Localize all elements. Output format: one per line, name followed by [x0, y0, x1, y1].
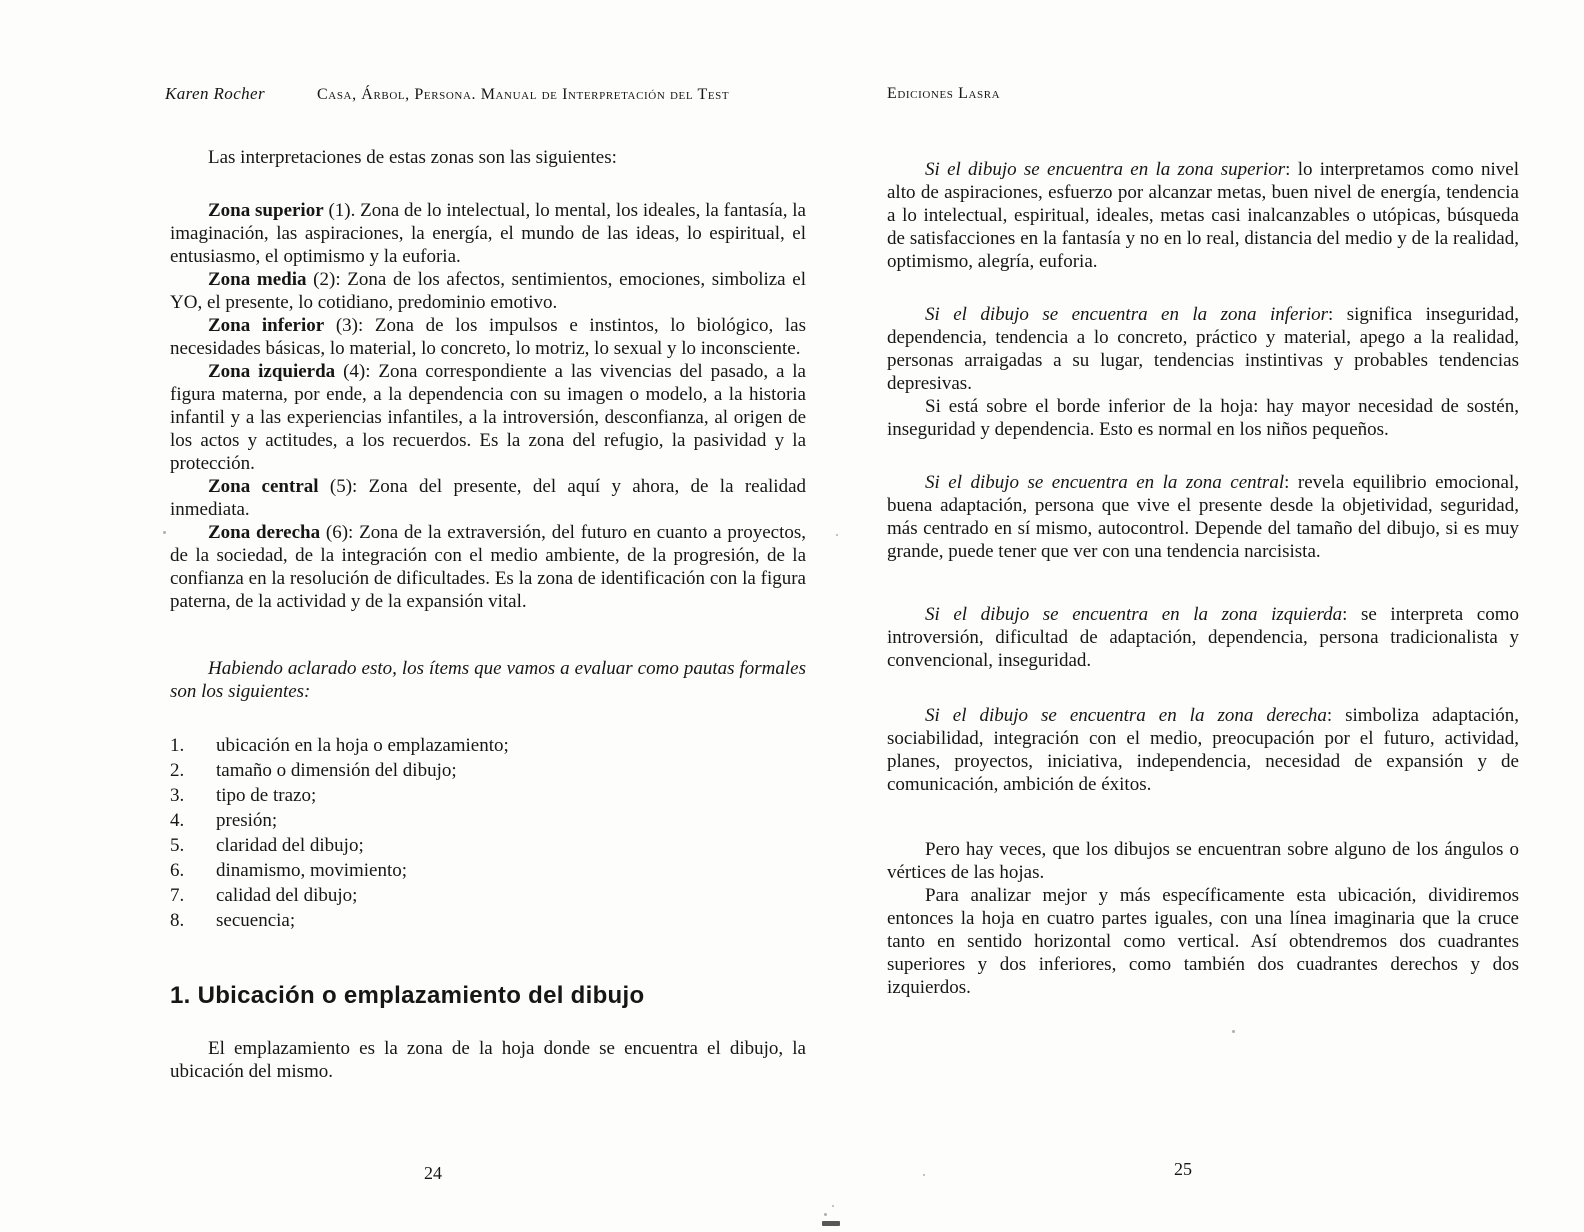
- zone-term: Zona izquierda: [208, 361, 336, 382]
- zone-paragraph-media: [170, 268, 806, 314]
- list-item-number: 7.: [170, 885, 185, 906]
- list-item-text: presión;: [216, 810, 278, 831]
- list-item: [170, 833, 806, 858]
- paragraph-lead: Si el dibujo se encuentra en la zona inferior: [925, 304, 1329, 325]
- body-paragraph-borde-inferior: [887, 395, 1519, 441]
- scan-speck: [836, 534, 838, 536]
- list-item-number: 1.: [170, 735, 185, 756]
- zone-paragraph-central: [170, 475, 806, 521]
- right-page-number: 25: [1174, 1159, 1192, 1179]
- zone-paragraph-derecha: [170, 521, 806, 613]
- left-running-head: [165, 84, 729, 105]
- publisher-name: Ediciones Lasra: [887, 85, 1001, 102]
- paragraph-lead: Si el dibujo se encuentra en la zona superior: [925, 159, 1286, 180]
- paragraph-lead: Si el dibujo se encuentra en la zona derecha: [925, 705, 1327, 726]
- list-item-number: 8.: [170, 910, 185, 931]
- body-paragraph-zona-izquierda: [887, 603, 1519, 672]
- scan-speck: [824, 1213, 827, 1216]
- list-item-text: secuencia;: [216, 910, 296, 931]
- scan-speck: [1232, 1030, 1235, 1033]
- body-paragraph-zona-central: [887, 471, 1519, 563]
- zone-term: Zona media: [208, 269, 307, 290]
- body-paragraph-cuadrantes: [887, 884, 1519, 999]
- list-item-text: tamaño o dimensión del dibujo;: [216, 760, 457, 781]
- zone-paragraph-superior: [170, 199, 806, 268]
- scan-speck: [832, 1205, 834, 1207]
- left-page-text: [170, 146, 806, 1083]
- paragraph-rest: Para analizar mejor y más específicamente esta ubicación, dividiremos entonces la hoja en cuatro partes iguales, con una línea imaginaria que la cruce tanto en sentido horizontal como vertical. Así obtendremos dos cuadrantes superiores y dos inferiores, como también dos cuadrantes derechos y dos izquierdos.: [887, 885, 1519, 998]
- section-heading: 1. Ubicación o emplazamiento del dibujo: [170, 982, 645, 1009]
- body-paragraph-zona-derecha: [887, 704, 1519, 796]
- zone-description: (1). Zona de lo intelectual, lo mental, los ideales, la fantasía, la imaginación, las aspiraciones, la energía, el mundo de las ideas, lo espiritual, el entusiasmo, el optimismo y la euforia.: [170, 200, 806, 267]
- paragraph-rest: : significa inseguridad, dependencia, tendencia a lo concreto, práctico y material, apego a la realidad, personas arraigadas a su lugar, tendencias instintivas y probables tendencias depresivas.: [887, 304, 1519, 394]
- list-item: [170, 908, 806, 933]
- paragraph-rest: : revela equilibrio emocional, buena adaptación, persona que vive el presente desde la objetividad, seguridad, más centrado en sí mismo, autocontrol. Depende del tamaño del dibujo, si es muy grande, puede tener que ver con una tendencia narcisista.: [887, 472, 1519, 562]
- paragraph-rest: Si está sobre el borde inferior de la hoja: hay mayor necesidad de sostén, inseguridad y dependencia. Esto es normal en los niños pequeños.: [887, 396, 1519, 440]
- scan-smudge: [822, 1221, 840, 1226]
- paragraph-rest: : lo interpretamos como nivel alto de aspiraciones, esfuerzo por alcanzar metas, buen nivel de energía, tendencia a lo intelectual, espiritual, ideales, metas casi inalcanzables o utópicas, búsqueda de satisfacciones en la fantasía y no en lo real, distancia del medio y de la realidad, optimismo, alegría, euforia.: [887, 159, 1519, 272]
- paragraph-rest: : simboliza adaptación, sociabilidad, integración con el medio, preocupación por el futuro, actividad, planes, proyectos, iniciativa, independencia, necesidad de expansión y de comunicación, ambición de éxitos.: [887, 705, 1519, 795]
- intro-paragraph: Las interpretaciones de estas zonas son las siguientes:: [208, 147, 617, 168]
- body-paragraph-zona-superior: [887, 158, 1519, 273]
- scan-speck: [923, 1174, 925, 1176]
- zone-term: Zona derecha: [208, 522, 321, 543]
- list-item-text: claridad del dibujo;: [216, 835, 364, 856]
- book-title: Casa, Árbol, Persona. Manual de Interpretación del Test: [317, 86, 730, 103]
- list-item-number: 4.: [170, 810, 185, 831]
- list-item: [170, 758, 806, 783]
- paragraph-rest: Pero hay veces, que los dibujos se encuentran sobre alguno de los ángulos o vértices de las hojas.: [887, 839, 1519, 883]
- list-item-number: 2.: [170, 760, 185, 781]
- paragraph-lead: Si el dibujo se encuentra en la zona central: [925, 472, 1285, 493]
- list-item-text: tipo de trazo;: [216, 785, 317, 806]
- zone-term: Zona inferior: [208, 315, 325, 336]
- list-item: [170, 808, 806, 833]
- paragraph-rest: : se interpreta como introversión, dificultad de adaptación, dependencia, persona tradicionalista y convencional, inseguridad.: [887, 604, 1519, 671]
- zone-description: (5): Zona del presente, del aquí y ahora, de la realidad inmediata.: [170, 476, 806, 520]
- list-item-number: 6.: [170, 860, 185, 881]
- scan-speck: [163, 531, 166, 534]
- list-item-text: calidad del dibujo;: [216, 885, 358, 906]
- left-page-number: 24: [424, 1163, 442, 1183]
- zone-description: (6): Zona de la extraversión, del futuro en cuanto a proyectos, de la sociedad, de la integración con el medio ambiente, de la progresión, de la confianza en la resolución de dificultades. Es la zona de identificación con la figura paterna, de la actividad y de la expansión vital.: [170, 522, 807, 612]
- zone-description: (4): Zona correspondiente a las vivencias del pasado, a la figura materna, por ende, a la dependencia con su imagen o modelo, a la historia infantil y a las experiencias infantiles, a la introversión, desconfianza, al origen de los actos y actitudes, a los recuerdos. Es la zona del refugio, la pasividad y la protección.: [170, 361, 806, 474]
- paragraph-lead: Si el dibujo se encuentra en la zona izquierda: [925, 604, 1343, 625]
- list-item-number: 3.: [170, 785, 185, 806]
- section-intro-paragraph: El emplazamiento es la zona de la hoja donde se encuentra el dibujo, la ubicación del mismo.: [170, 1038, 806, 1082]
- body-paragraph-zona-inferior: [887, 303, 1519, 395]
- right-running-head: [887, 84, 1000, 104]
- list-item: [170, 883, 806, 908]
- formal-items-list: [170, 733, 806, 933]
- author-name: Karen Rocher: [165, 84, 266, 103]
- transition-note: Habiendo aclarado esto, los ítems que vamos a evaluar como pautas formales son los siguientes:: [170, 658, 806, 702]
- zone-term: Zona superior: [208, 200, 324, 221]
- list-item: [170, 783, 806, 808]
- zone-term: Zona central: [208, 476, 319, 497]
- list-item-number: 5.: [170, 835, 185, 856]
- list-item-text: dinamismo, movimiento;: [216, 860, 408, 881]
- list-item: [170, 733, 806, 758]
- zone-paragraph-izquierda: [170, 360, 806, 475]
- list-item-text: ubicación en la hoja o emplazamiento;: [216, 735, 509, 756]
- zone-paragraph-inferior: [170, 314, 806, 360]
- list-item: [170, 858, 806, 883]
- zone-description: (2): Zona de los afectos, sentimientos, emociones, simboliza el YO, el presente, lo cotidiano, predominio emotivo.: [170, 269, 806, 313]
- right-page-text: [887, 146, 1519, 999]
- zones-block: [170, 199, 806, 613]
- zone-description: (3): Zona de los impulsos e instintos, lo biológico, las necesidades básicas, lo material, lo concreto, lo motriz, lo sexual y lo inconsciente.: [170, 315, 806, 359]
- body-paragraph-angulos: [887, 838, 1519, 884]
